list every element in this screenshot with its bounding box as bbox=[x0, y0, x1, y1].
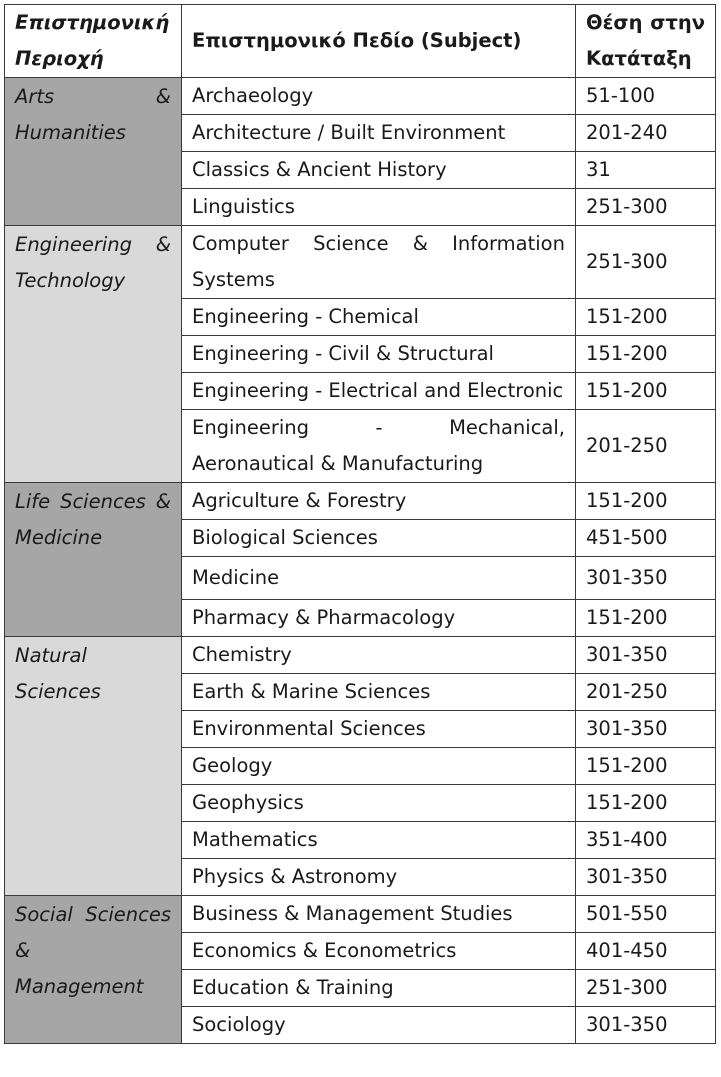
subject-cell bbox=[182, 226, 576, 299]
word: Computer bbox=[192, 232, 289, 255]
word: Mechanical, bbox=[449, 416, 565, 439]
rank-cell: 301-350 bbox=[576, 637, 716, 674]
subject-line-1 bbox=[192, 410, 565, 446]
subject-cell: Chemistry bbox=[182, 637, 576, 674]
subject-cell: Business & Management Studies bbox=[182, 896, 576, 933]
word: Engineering bbox=[15, 233, 132, 256]
subject-cell: Physics & Astronomy bbox=[182, 859, 576, 896]
area-line-2: Humanities bbox=[15, 121, 126, 144]
subject-cell: Education & Training bbox=[182, 970, 576, 1007]
header-subject: Επιστημονικό Πεδίο (Subject) bbox=[182, 5, 576, 78]
rank-cell: 301-350 bbox=[576, 557, 716, 600]
header-rank bbox=[576, 5, 716, 78]
area-line-2: Technology bbox=[15, 269, 126, 292]
area-line-1 bbox=[15, 484, 171, 520]
rank-cell: 151-200 bbox=[576, 299, 716, 336]
word: Information bbox=[452, 232, 565, 255]
subject-cell: Environmental Sciences bbox=[182, 711, 576, 748]
table-row bbox=[5, 896, 716, 933]
subject-cell: Architecture / Built Environment bbox=[182, 115, 576, 152]
rank-cell: 151-200 bbox=[576, 785, 716, 822]
subject-cell: Mathematics bbox=[182, 822, 576, 859]
area-cell bbox=[5, 226, 182, 483]
header-area bbox=[5, 5, 182, 78]
table-row bbox=[5, 78, 716, 115]
word: & bbox=[155, 490, 171, 513]
area-line-2: & bbox=[15, 939, 31, 962]
rank-cell: 301-350 bbox=[576, 711, 716, 748]
rank-cell: 201-240 bbox=[576, 115, 716, 152]
area-cell bbox=[5, 483, 182, 637]
rank-cell: 201-250 bbox=[576, 674, 716, 711]
word: Sciences bbox=[85, 903, 171, 926]
area-cell bbox=[5, 896, 182, 1044]
subject-cell: Biological Sciences bbox=[182, 520, 576, 557]
table-row bbox=[5, 483, 716, 520]
word: - bbox=[375, 416, 383, 439]
table-row bbox=[5, 637, 716, 674]
area-line-3: Management bbox=[15, 975, 144, 998]
area-cell bbox=[5, 78, 182, 226]
subject-cell: Classics & Ancient History bbox=[182, 152, 576, 189]
subject-cell: Archaeology bbox=[182, 78, 576, 115]
rank-cell: 151-200 bbox=[576, 748, 716, 785]
table-header bbox=[5, 5, 716, 78]
header-rank-line1 bbox=[586, 5, 705, 41]
rank-cell: 151-200 bbox=[576, 336, 716, 373]
subject-line-2: Systems bbox=[192, 268, 275, 291]
rank-cell: 31 bbox=[576, 152, 716, 189]
word: Social bbox=[15, 903, 73, 926]
area-line-1 bbox=[15, 897, 171, 933]
header-rank-word2: στην bbox=[650, 11, 705, 34]
header-rank-line2: Κατάταξη bbox=[586, 47, 692, 70]
rank-cell: 251-300 bbox=[576, 226, 716, 299]
rank-cell: 151-200 bbox=[576, 483, 716, 520]
header-area-line1: Επιστημονική bbox=[15, 11, 170, 34]
subject-cell: Pharmacy & Pharmacology bbox=[182, 600, 576, 637]
header-rank-word1: Θέση bbox=[586, 11, 643, 34]
subject-cell bbox=[182, 410, 576, 483]
word: & bbox=[155, 85, 171, 108]
subject-cell: Engineering - Electrical and Electronic bbox=[182, 373, 576, 410]
subject-cell: Engineering - Chemical bbox=[182, 299, 576, 336]
word: Life bbox=[15, 490, 51, 513]
rank-cell: 51-100 bbox=[576, 78, 716, 115]
subject-cell: Earth & Marine Sciences bbox=[182, 674, 576, 711]
rank-cell: 401-450 bbox=[576, 933, 716, 970]
rank-cell: 251-300 bbox=[576, 970, 716, 1007]
rank-cell: 251-300 bbox=[576, 189, 716, 226]
rank-cell: 201-250 bbox=[576, 410, 716, 483]
subject-cell: Medicine bbox=[182, 557, 576, 600]
subject-cell: Geophysics bbox=[182, 785, 576, 822]
word: & bbox=[155, 233, 171, 256]
rank-cell: 351-400 bbox=[576, 822, 716, 859]
subject-cell: Sociology bbox=[182, 1007, 576, 1044]
table-row bbox=[5, 226, 716, 299]
ranking-table bbox=[4, 4, 716, 1044]
subject-cell: Engineering - Civil & Structural bbox=[182, 336, 576, 373]
subject-cell: Linguistics bbox=[182, 189, 576, 226]
area-line-2: Sciences bbox=[15, 680, 101, 703]
word: Arts bbox=[15, 85, 55, 108]
area-line-1 bbox=[15, 79, 171, 115]
rank-cell: 151-200 bbox=[576, 600, 716, 637]
rank-cell: 151-200 bbox=[576, 373, 716, 410]
subject-line-1 bbox=[192, 226, 565, 262]
rank-cell: 301-350 bbox=[576, 1007, 716, 1044]
area-line-1: Natural bbox=[15, 644, 87, 667]
subject-cell: Agriculture & Forestry bbox=[182, 483, 576, 520]
subject-cell: Economics & Econometrics bbox=[182, 933, 576, 970]
word: Science bbox=[313, 232, 389, 255]
word: Engineering bbox=[192, 416, 309, 439]
table-body bbox=[5, 78, 716, 1044]
rank-cell: 451-500 bbox=[576, 520, 716, 557]
rank-cell: 301-350 bbox=[576, 859, 716, 896]
subject-line-2: Aeronautical & Manufacturing bbox=[192, 452, 484, 475]
area-line-2: Medicine bbox=[15, 526, 103, 549]
area-cell bbox=[5, 637, 182, 896]
area-line-1 bbox=[15, 227, 171, 263]
rank-cell: 501-550 bbox=[576, 896, 716, 933]
word: & bbox=[412, 232, 428, 255]
word: Sciences bbox=[60, 490, 146, 513]
subject-cell: Geology bbox=[182, 748, 576, 785]
header-area-line2: Περιοχή bbox=[15, 47, 104, 70]
